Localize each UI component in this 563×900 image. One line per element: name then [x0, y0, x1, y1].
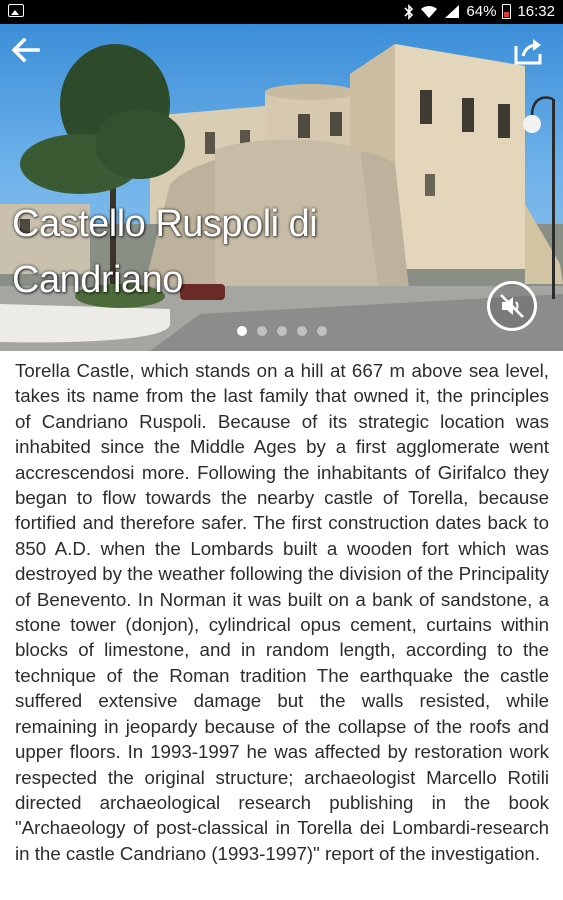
back-button[interactable]: [10, 36, 42, 64]
bluetooth-icon: [404, 4, 414, 20]
battery-icon: [502, 4, 511, 19]
clock: 16:32: [517, 3, 555, 20]
pager-dot[interactable]: [237, 326, 247, 336]
wifi-icon: [420, 4, 438, 19]
pager-dot[interactable]: [257, 326, 267, 336]
share-button[interactable]: [513, 36, 545, 66]
share-icon: [513, 36, 545, 66]
image-pager: [0, 326, 563, 336]
volume-off-icon: [499, 293, 525, 319]
page-title: Castello Ruspoli di Candriano: [12, 203, 318, 301]
pager-dot[interactable]: [317, 326, 327, 336]
article-body: Torella Castle, which stands on a hill at 667 m above sea level, takes its name from the last family that owned it, the principles of Candriano Ruspoli. Because of its strategic location was inhabited since the Middle Ages by a first agglomerate went accrescendosi more. Following the inhabitants of Girifalco they began to flow towards the nearby castle of Torella, because fortified and therefore safer. The first construction dates back to 850 A.D. when the Lombards built a wooden fort which was destroyed by the weather following the division of the Principality of Benevento. In Norman it was built on a bank of sandstone, a stone tower (donjon), cylindrical opus cement, curtains within blocks of limestone, and in random length, according to the technique of the Roman tradition The earthquake the castle suffered extensive damage but the walls resisted, while remaining in jeopardy because of the collapse of the roofs and upper floors. In 1993-1997 he was affected by restoration work respected the original structure; archaeologist Marcello Rotili directed archaeological research publishing in the book "Archaeology of post-classical in Torella dei Lombardi-research in the castle Candriano (1993-1997)" report of the investigation.: [15, 360, 549, 864]
arrow-left-icon: [10, 36, 42, 64]
mute-button[interactable]: [487, 281, 537, 331]
pager-dot[interactable]: [277, 326, 287, 336]
hero-image[interactable]: [0, 24, 563, 351]
signal-icon: [444, 4, 460, 19]
gallery-icon: [8, 4, 24, 17]
battery-percent: 64%: [466, 3, 497, 20]
status-bar: [0, 0, 563, 24]
pager-dot[interactable]: [297, 326, 307, 336]
